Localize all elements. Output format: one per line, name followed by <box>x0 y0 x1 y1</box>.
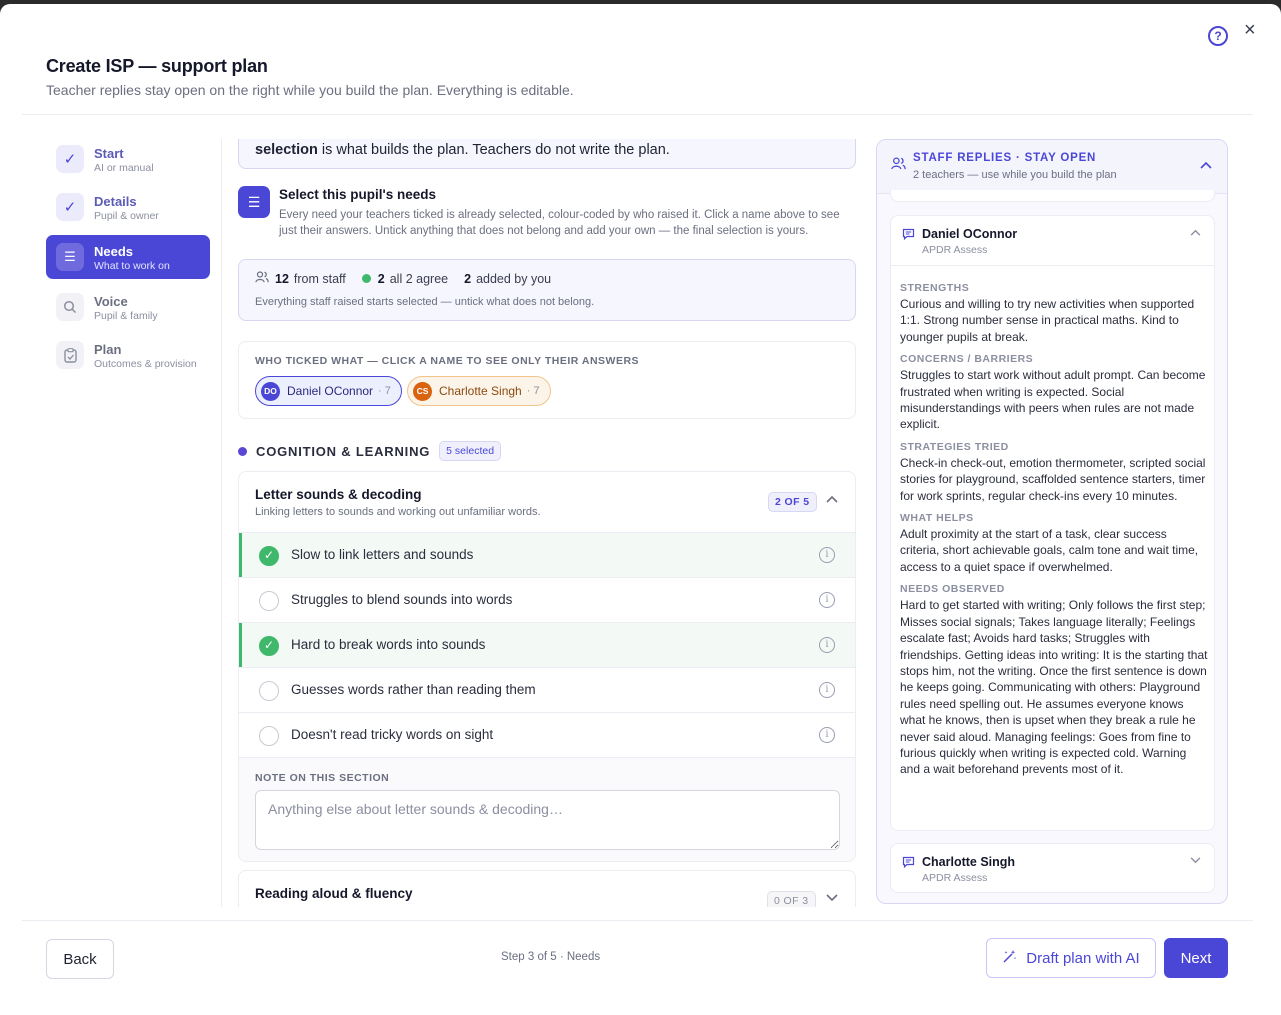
staff-replies-panel[interactable] <box>876 139 1228 904</box>
message-icon <box>902 856 915 871</box>
category-dot <box>238 447 247 456</box>
avatar: CS <box>413 382 432 401</box>
info-icon[interactable]: i <box>819 682 835 698</box>
need-label: Hard to break words into sounds <box>291 637 486 652</box>
category-selected-badge: 5 selected <box>439 441 501 461</box>
staff-name: Daniel OConnor <box>922 227 1018 241</box>
divider <box>891 265 1214 266</box>
section-reading-aloud[interactable] <box>238 870 856 907</box>
checklist-icon: ☰ <box>238 186 270 218</box>
reply-section-text: Adult proximity at the start of a task, clear success criteria, short achievable goals, calm tone and wait time, access to a quiet space if overwhelmed. <box>900 527 1199 574</box>
who-ticked-panel <box>238 341 856 419</box>
select-needs-title: Select this pupil's needs <box>279 187 437 202</box>
intro-text: selection is what builds the plan. Teachers do not write the plan. <box>255 142 670 158</box>
intro-callout <box>238 139 856 169</box>
reply-section-heading: WHAT HELPS <box>900 512 974 525</box>
reply-body <box>900 274 1208 778</box>
step-sublabel: Pupil & owner <box>94 210 159 222</box>
step-needs[interactable] <box>46 235 210 279</box>
section-header[interactable] <box>239 472 855 532</box>
info-icon[interactable]: i <box>819 637 835 653</box>
chip-count: · 7 <box>526 385 540 397</box>
from-staff-label: from staff <box>293 271 346 286</box>
staff-replies-header[interactable] <box>877 140 1227 194</box>
help-icon[interactable]: ? <box>1208 26 1228 46</box>
reply-section-text: Curious and willing to try new activities when supported 1:1. Strong number sense in practical maths. Kind to younger pupils at break. <box>900 297 1195 344</box>
section-note-input[interactable] <box>255 790 840 850</box>
added-count: 2 <box>464 271 472 286</box>
chevron-down-icon[interactable] <box>1190 855 1201 867</box>
who-ticked-title: WHO TICKED WHAT — CLICK A NAME TO SEE ONLY THEIR ANSWERS <box>255 355 640 367</box>
section-title: Reading aloud & fluency <box>255 886 413 901</box>
chevron-up-icon[interactable] <box>826 492 838 506</box>
step-voice[interactable] <box>46 287 210 327</box>
staff-reply-card <box>890 215 1215 831</box>
clipboard-icon <box>56 341 84 369</box>
info-icon[interactable]: i <box>819 727 835 743</box>
note-label: NOTE ON THIS SECTION <box>255 772 390 784</box>
section-title: Letter sounds & decoding <box>255 487 422 502</box>
summary-note: Everything staff raised starts selected — untick what does not belong. <box>255 296 595 308</box>
staff-replies-title: STAFF REPLIES · STAY OPEN <box>913 152 1097 164</box>
step-label: Needs <box>94 244 134 259</box>
from-staff-count: 12 <box>275 271 289 286</box>
need-label: Doesn't read tricky words on sight <box>291 727 494 742</box>
chevron-down-icon[interactable] <box>826 891 838 905</box>
back-button[interactable]: Back <box>46 939 114 979</box>
reply-section-heading: STRATEGIES TRIED <box>900 440 1009 453</box>
page-title: Create ISP — support plan <box>46 56 268 76</box>
need-item[interactable] <box>239 667 855 712</box>
needs-summary <box>238 259 856 321</box>
checked-icon[interactable]: ✓ <box>259 546 279 566</box>
category-header <box>238 441 501 461</box>
page-subtitle: Teacher replies stay open on the right while you build the plan. Everything is editable. <box>46 82 574 98</box>
reply-section-text: Hard to get started with writing; Only follows the first step; Misses social signals; Takes language literally; Feelings escalate fast; Avoids hard tasks; Struggles with friendships. Getting ideas into writing: It is the starting that stops him, not the writing. Once the first sentence is down he keeps going. Communicating with others: Playground rules need spelling out. He assumes everyone knows what he knows, then is upset when they break a rule he never said aloud. Managing feelings: Goes from fine to furious quickly when writing is expected cold. Warning and a wait beforehand prevents most of it. <box>900 598 1208 777</box>
next-button[interactable]: Next <box>1164 938 1228 978</box>
chip-name: Charlotte Singh <box>439 384 522 398</box>
chip-name: Daniel OConnor <box>287 384 374 398</box>
chevron-up-icon[interactable] <box>1200 158 1212 172</box>
step-sublabel: Pupil & family <box>94 310 158 322</box>
stepper <box>46 139 210 391</box>
chip-count: · 7 <box>378 385 391 397</box>
unchecked-icon[interactable] <box>259 681 279 701</box>
added-label: added by you <box>476 271 552 286</box>
select-needs-description: Every need your teachers ticked is already selected, colour-coded by who raised it. Click a name above to see just their answers. Untick anything that does not belong and add your own — the final selection is yours. <box>279 209 840 237</box>
header-divider <box>22 114 1253 115</box>
agree-label: all 2 agree <box>389 271 449 286</box>
agree-count: 2 <box>377 271 385 286</box>
staff-reply-card[interactable] <box>890 843 1215 893</box>
draft-plan-label: Draft plan with AI <box>1026 949 1140 967</box>
checklist-icon: ☰ <box>56 243 84 271</box>
draft-plan-ai-button[interactable] <box>986 938 1156 978</box>
info-icon[interactable]: i <box>819 592 835 608</box>
need-label: Struggles to blend sounds into words <box>291 592 513 607</box>
reply-section-text: Struggles to start work without adult prompt. Can become frustrated when writing is expected. Social misunderstandings with peers when rules are not made explicit. <box>900 368 1206 432</box>
staff-role: APDR Assess <box>922 244 988 256</box>
step-sublabel: What to work on <box>94 260 170 272</box>
need-label: Slow to link letters and sounds <box>291 547 474 562</box>
section-letter-sounds <box>238 471 856 862</box>
checked-icon[interactable]: ✓ <box>259 636 279 656</box>
category-title: COGNITION & LEARNING <box>256 443 431 459</box>
section-count-badge: 2 OF 5 <box>768 492 817 512</box>
step-label: Plan <box>94 342 122 357</box>
check-icon: ✓ <box>56 145 84 173</box>
reply-section-heading: NEEDS OBSERVED <box>900 583 1005 596</box>
people-icon <box>255 271 269 286</box>
step-details[interactable] <box>46 187 210 227</box>
create-isp-modal <box>0 4 1281 1015</box>
section-subtitle: Linking letters to sounds and working out unfamiliar words. <box>255 506 541 518</box>
step-sublabel: Outcomes & provision <box>94 358 197 370</box>
footer-divider <box>22 920 1253 921</box>
section-count-badge: 0 OF 3 <box>767 891 816 907</box>
stepper-divider <box>221 139 222 907</box>
info-icon[interactable]: i <box>819 547 835 563</box>
step-plan[interactable] <box>46 335 210 383</box>
staff-replies-subtitle: 2 teachers — use while you build the plan <box>913 169 1117 181</box>
need-item[interactable] <box>239 712 855 757</box>
reply-section-heading: STRENGTHS <box>900 282 970 294</box>
staff-chip-charlotte-singh[interactable] <box>407 376 551 406</box>
unchecked-icon[interactable] <box>259 726 279 746</box>
staff-chip-daniel-oconnor[interactable] <box>255 376 402 406</box>
reply-section-heading: CONCERNS / BARRIERS <box>900 353 1034 366</box>
step-start[interactable] <box>46 139 210 179</box>
chevron-up-icon[interactable] <box>1190 227 1201 239</box>
magic-wand-icon <box>1002 949 1017 967</box>
need-item[interactable] <box>239 577 855 622</box>
staff-role: APDR Assess <box>922 872 988 884</box>
agree-dot <box>362 274 371 283</box>
step-label: Voice <box>94 294 128 309</box>
search-icon <box>56 293 84 321</box>
message-icon <box>902 228 915 243</box>
step-sublabel: AI or manual <box>94 162 154 174</box>
need-label: Guesses words rather than reading them <box>291 682 536 697</box>
step-label: Start <box>94 146 124 161</box>
step-indicator: Step 3 of 5 · Needs <box>501 951 601 963</box>
previous-reply-card <box>890 190 1215 202</box>
summary-counts <box>255 271 567 286</box>
need-item[interactable] <box>239 622 855 667</box>
needs-content[interactable] <box>238 139 856 907</box>
avatar: DO <box>261 382 280 401</box>
check-icon: ✓ <box>56 193 84 221</box>
people-icon <box>891 157 906 173</box>
need-item[interactable] <box>239 532 855 577</box>
step-label: Details <box>94 194 137 209</box>
unchecked-icon[interactable] <box>259 591 279 611</box>
close-icon[interactable]: × <box>1244 19 1256 41</box>
reply-section-text: Check-in check-out, emotion thermometer, scripted social stories for playground, scaffolded sentence starters, timer for work sprints, regular check-ins every 10 minutes. <box>900 455 1206 503</box>
staff-name: Charlotte Singh <box>922 855 1016 869</box>
